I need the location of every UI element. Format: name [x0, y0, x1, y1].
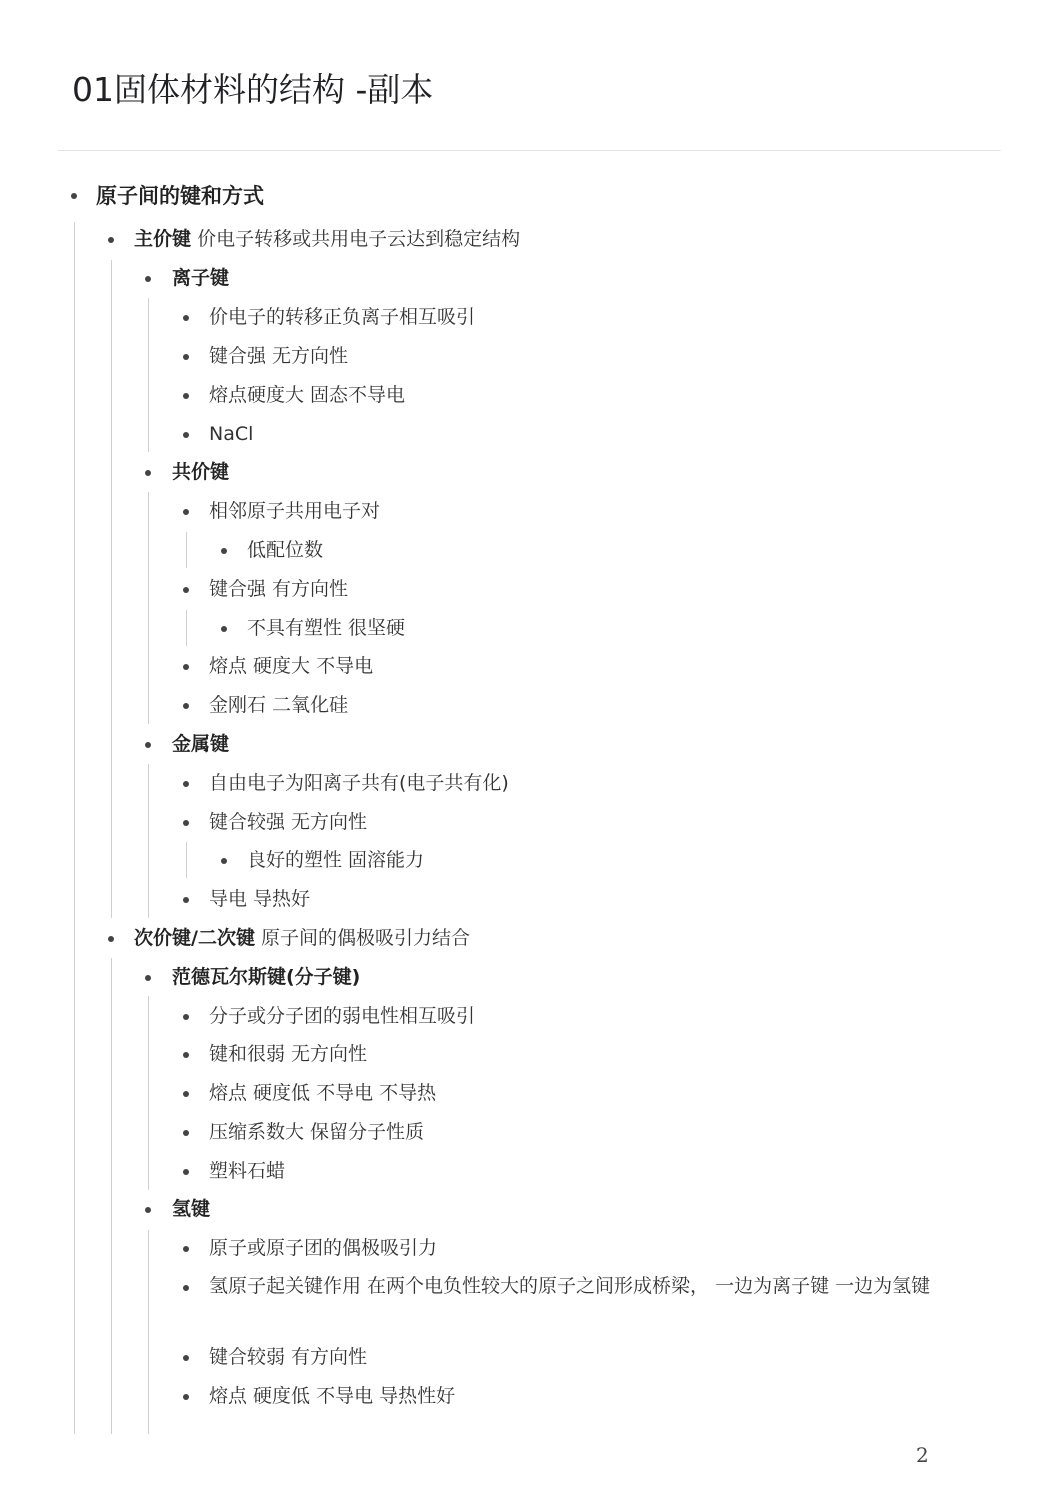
bullet-dot: [71, 193, 77, 199]
outline-item-label: 离子键: [172, 267, 230, 289]
outline-item-text: 价电子的转移正负离子相互吸引: [209, 306, 476, 328]
bullet-dot: [183, 897, 189, 903]
outline-guide-line: [148, 996, 149, 1190]
bullet-dot: [183, 1052, 189, 1058]
outline-guide-line: [111, 260, 112, 918]
outline-guide-line: [186, 532, 187, 568]
outline-item-label: 共价键: [172, 461, 230, 483]
outline-item-text: 金刚石 二氧化硅: [209, 694, 349, 716]
outline-item-label: 次价键/二次键: [134, 927, 255, 949]
outline-item-label: 氢键: [172, 1198, 211, 1220]
outline-item: [134, 224, 520, 254]
outline-item: [209, 807, 367, 837]
outline-guide-line: [111, 958, 112, 1434]
outline-item: [209, 1001, 475, 1031]
outline-item: [209, 690, 348, 720]
bullet-dot: [183, 1091, 189, 1097]
outline-item: [247, 845, 424, 875]
outline-guide-line: [148, 298, 149, 452]
outline-item-text: 压缩系数大 保留分子性质: [209, 1121, 425, 1143]
bullet-dot: [183, 1169, 189, 1175]
bullet-dot: [145, 1207, 151, 1213]
outline-item-text: 键合较强 无方向性: [209, 811, 368, 833]
bullet-dot: [183, 354, 189, 360]
outline-item: [172, 962, 360, 992]
outline-item-text: 塑料石蜡: [209, 1160, 286, 1182]
outline-item: [209, 496, 380, 526]
bullet-dot: [183, 587, 189, 593]
outline-item-text: 键合强 有方向性: [209, 578, 349, 600]
bullet-dot: [183, 315, 189, 321]
bullet-dot: [108, 237, 114, 243]
outline-item: [209, 651, 373, 681]
outline-item-text: 熔点 硬度大 不导电: [209, 655, 374, 677]
outline-item-text: 键和很弱 无方向性: [209, 1043, 368, 1065]
outline-item: [209, 302, 475, 332]
bullet-dot: [183, 1246, 189, 1252]
outline-item: [209, 1117, 424, 1147]
bullet-dot: [183, 781, 189, 787]
outline-item-text: 熔点硬度大 固态不导电: [209, 384, 406, 406]
outline-item-label: 金属键: [172, 733, 230, 755]
bullet-dot: [221, 548, 227, 554]
bullet-dot: [183, 1130, 189, 1136]
bullet-dot: [183, 664, 189, 670]
outline-item: [209, 1271, 994, 1302]
outline-item: [209, 1039, 367, 1069]
outline-item-text: 价电子转移或共用电子云达到稳定结构: [197, 228, 521, 250]
outline-item-text: 键合强 无方向性: [209, 345, 349, 367]
bullet-dot: [183, 1285, 189, 1291]
outline-item-text: 导电 导热好: [209, 888, 311, 910]
bullet-dot: [145, 975, 151, 981]
outline-guide-line: [148, 492, 149, 724]
outline-item: [209, 341, 348, 371]
outline-item: [172, 1194, 210, 1224]
bullet-dot: [183, 1355, 189, 1361]
outline-item: [209, 884, 310, 914]
outline-item: [209, 1078, 436, 1108]
bullet-dot: [145, 742, 151, 748]
outline-item-text: NaCl: [209, 423, 254, 445]
bullet-dot: [108, 936, 114, 942]
outline-item: [209, 419, 253, 449]
outline-item: [209, 380, 405, 410]
bullet-dot: [183, 1394, 189, 1400]
outline-item-text: 相邻原子共用电子对: [209, 500, 381, 522]
outline-item-text: 键合较弱 有方向性: [209, 1346, 368, 1368]
outline-item-text: 熔点 硬度低 不导电 不导热: [209, 1082, 437, 1104]
page-title: 01固体材料的结构 -副本: [72, 70, 434, 109]
outline-item: [209, 1381, 455, 1411]
outline-item: [209, 1156, 285, 1186]
outline-item-label: 范德瓦尔斯键(分子键): [172, 966, 361, 988]
outline-item-text: 低配位数: [247, 539, 324, 561]
outline-item-label: 主价键: [134, 228, 192, 250]
outline-item: [209, 574, 348, 604]
outline-guide-line: [148, 1230, 149, 1434]
outline-item-text: 氢原子起关键作用 在两个电负性较大的原子之间形成桥梁， 一边为离子键 一边为氢键: [209, 1275, 931, 1297]
outline-item-text: 熔点 硬度低 不导电 导热性好: [209, 1385, 456, 1407]
outline-item-text: 分子或分子团的弱电性相互吸引: [209, 1005, 476, 1027]
bullet-dot: [221, 626, 227, 632]
outline-guide-line: [148, 764, 149, 918]
page-number: 2: [916, 1443, 929, 1467]
outline-item: [247, 613, 405, 643]
outline-item: [172, 457, 229, 487]
bullet-dot: [183, 509, 189, 515]
outline-heading: [96, 181, 264, 211]
outline-item: [209, 1233, 437, 1263]
outline-heading-text: 原子间的键和方式: [96, 184, 264, 208]
bullet-dot: [183, 1014, 189, 1020]
bullet-dot: [221, 858, 227, 864]
outline-guide-line: [186, 610, 187, 646]
outline-item: [209, 1342, 367, 1372]
bullet-dot: [183, 703, 189, 709]
outline-item-text: 不具有塑性 很坚硬: [247, 617, 406, 639]
outline-item: [172, 729, 229, 759]
bullet-dot: [183, 393, 189, 399]
outline-item: [172, 263, 229, 293]
outline-item-text: 自由电子为阳离子共有(电子共有化): [209, 772, 509, 794]
outline-item: [209, 768, 509, 798]
outline-item-text: 原子间的偶极吸引力结合: [261, 927, 471, 949]
outline-item-text: 原子或原子团的偶极吸引力: [209, 1237, 438, 1259]
bullet-dot: [145, 276, 151, 282]
outline-item: [134, 923, 470, 953]
outline-item-text: 良好的塑性 固溶能力: [247, 849, 425, 871]
outline-guide-line: [74, 222, 75, 1434]
bullet-dot: [145, 470, 151, 476]
outline-item: [247, 535, 323, 565]
bullet-dot: [183, 820, 189, 826]
outline-guide-line: [186, 842, 187, 878]
bullet-dot: [183, 432, 189, 438]
